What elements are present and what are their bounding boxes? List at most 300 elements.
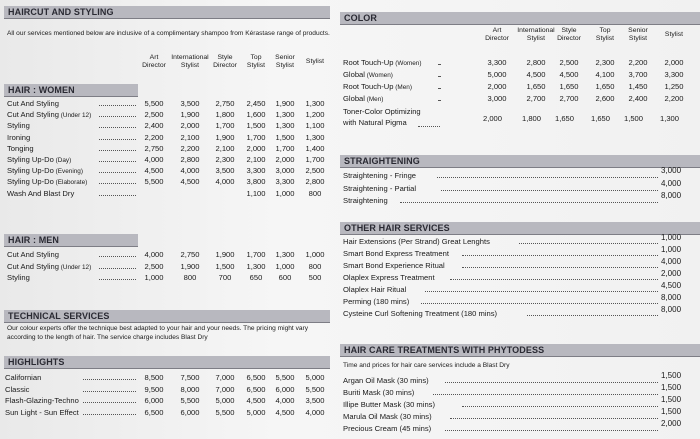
row-value: 3,500 — [180, 99, 200, 108]
leader-dots — [99, 268, 136, 269]
row-value: 1,300 — [305, 132, 325, 142]
table-row — [5, 384, 335, 395]
row-value: 3,800 — [246, 177, 266, 187]
row-value: 2,500 — [305, 166, 325, 176]
row-value: 7,000 — [215, 384, 235, 394]
table-row — [7, 132, 335, 143]
toner-value: 2,000 — [483, 114, 503, 123]
table-row — [5, 407, 335, 418]
row-label-note: (Men) — [364, 96, 384, 103]
row-value: 2,300 — [215, 155, 235, 164]
row-value: 1,650 — [595, 82, 615, 91]
leader-dots — [99, 105, 136, 106]
table-row — [343, 93, 694, 104]
table-row — [343, 170, 698, 181]
row-label — [7, 132, 30, 143]
table-row — [5, 372, 335, 383]
leader-dots — [99, 161, 136, 162]
row-value: 3,700 — [628, 70, 648, 79]
row-value: 4,000 — [661, 257, 682, 266]
row-value: 2,000 — [487, 82, 507, 91]
row-value: 5,500 — [144, 99, 164, 108]
row-label — [5, 407, 79, 418]
row-label — [343, 69, 393, 81]
row-value: 5,000 — [305, 373, 325, 382]
row-label-note: (Elaborate) — [53, 179, 88, 187]
row-value: 2,300 — [595, 58, 615, 67]
row-label — [5, 384, 29, 395]
row-value: 4,500 — [275, 407, 295, 417]
table-row — [7, 120, 335, 131]
row-value: 5,500 — [275, 373, 295, 382]
toner-row — [343, 106, 698, 117]
row-value: 1,100 — [305, 121, 325, 131]
row-value: 700 — [218, 273, 232, 282]
row-value: 2,450 — [246, 99, 266, 108]
row-value: 2,000 — [661, 419, 682, 428]
row-label — [7, 249, 59, 260]
row-value: 5,000 — [487, 70, 507, 79]
row-value: 800 — [308, 261, 322, 271]
row-value: 8,000 — [180, 384, 200, 394]
row-value: 1,700 — [215, 121, 235, 131]
row-label: Buriti Mask (30 mins) — [343, 388, 415, 397]
row-value: 1,650 — [526, 82, 546, 91]
row-value: 1,700 — [305, 155, 325, 164]
column-header-line: Stylist — [595, 35, 615, 42]
column-header-line: Top — [599, 27, 611, 34]
row-value: 3,000 — [275, 166, 295, 176]
row-label-text: Wash And Blast Dry — [7, 188, 75, 198]
table-row — [343, 284, 698, 295]
straightening-header: STRAIGHTENING — [340, 155, 700, 168]
row-value: 2,100 — [215, 143, 235, 153]
row-value: 2,200 — [664, 94, 684, 103]
leader-dots — [83, 379, 136, 380]
row-value: 2,100 — [246, 155, 266, 164]
table-row — [343, 81, 694, 92]
row-value: 1,900 — [215, 132, 235, 142]
other-services-header: OTHER HAIR SERVICES — [340, 222, 700, 235]
row-value: 1,100 — [246, 188, 266, 198]
table-row — [343, 423, 698, 434]
column-header-line: Style — [217, 54, 233, 61]
row-value: 2,700 — [559, 94, 579, 103]
row-value: 1,500 — [661, 395, 682, 404]
column-header — [549, 27, 589, 43]
row-value: 2,100 — [180, 132, 200, 142]
row-label-text: Californian — [5, 373, 42, 382]
row-value: 2,800 — [526, 58, 546, 67]
row-value: 2,500 — [144, 110, 164, 120]
row-label — [7, 165, 83, 177]
row-label — [7, 143, 34, 154]
row-value: 1,300 — [246, 261, 266, 271]
leader-dots — [99, 183, 136, 184]
haircut-styling-header: HAIRCUT AND STYLING — [4, 6, 330, 19]
table-row — [7, 272, 335, 283]
hair-care-header: HAIR CARE TREATMENTS WITH PHYTODESS — [340, 344, 700, 357]
row-value: 1,900 — [275, 99, 295, 108]
leader-dots — [99, 256, 136, 257]
color-header: COLOR — [340, 12, 700, 25]
column-header-line: Director — [485, 35, 509, 42]
row-value: 2,400 — [144, 121, 164, 131]
row-value: 6,000 — [180, 407, 200, 417]
table-row — [5, 395, 335, 406]
column-header-line: Stylist — [180, 62, 200, 69]
row-value: 1,500 — [661, 371, 682, 380]
hair-men-header: HAIR : MEN — [4, 234, 138, 247]
row-value: 1,000 — [275, 188, 295, 198]
row-value: 1,300 — [275, 110, 295, 120]
column-header-line: Stylist — [275, 62, 295, 69]
toner-value: 1,650 — [591, 114, 611, 123]
row-label-text: Cut And Styling — [7, 99, 59, 108]
row-value: 1,250 — [664, 82, 684, 91]
row-value: 5,000 — [246, 407, 266, 417]
row-label: Straightening - Fringe — [343, 171, 417, 180]
row-label-text: Sun Light - Sun Effect — [5, 407, 79, 417]
row-value: 1,900 — [215, 250, 235, 259]
row-value: 6,500 — [246, 384, 266, 394]
leader-dots — [83, 402, 136, 403]
column-header-line: Stylist — [526, 35, 546, 42]
leader-dots — [83, 391, 136, 392]
table-row — [343, 308, 698, 319]
row-value: 800 — [308, 188, 322, 198]
row-value: 4,500 — [180, 177, 200, 187]
column-header-line: Stylist — [246, 62, 266, 69]
table-row — [343, 375, 698, 386]
leader-dots — [519, 243, 658, 244]
row-value: 3,300 — [246, 166, 266, 176]
row-label-text: Root Touch-Up — [343, 58, 394, 67]
row-label-text: Cut And Styling — [7, 110, 59, 120]
column-header-line: International — [517, 27, 555, 34]
row-label — [7, 98, 59, 109]
row-label-text: Classic — [5, 384, 30, 394]
row-label-text: Styling Up-Do — [7, 155, 54, 164]
table-row — [343, 411, 698, 422]
row-value: 1,650 — [559, 82, 579, 91]
row-label: Marula Oil Mask (30 mins) — [343, 412, 432, 421]
row-label: Smart Bond Express Treatment — [343, 249, 449, 258]
leader-dots — [438, 76, 440, 77]
row-value: 6,500 — [246, 373, 266, 382]
table-row — [343, 195, 698, 206]
haircut-note: All our services mentioned below are inclusive of a complimentary shampoo from Kérastase range of products. — [7, 30, 330, 37]
column-header-line: International — [171, 54, 209, 61]
row-label: Illipe Butter Mask (30 mins) — [343, 400, 435, 409]
column-header — [170, 54, 210, 70]
row-value: 6,000 — [144, 396, 164, 406]
row-value: 1,300 — [305, 99, 325, 108]
row-value: 1,000 — [275, 261, 295, 271]
column-header — [295, 58, 335, 66]
row-value: 1,500 — [661, 407, 682, 416]
row-value: 2,750 — [180, 250, 200, 259]
technical-services-header: TECHNICAL SERVICES — [4, 310, 330, 323]
leader-dots — [418, 126, 440, 127]
row-value: 2,500 — [559, 58, 579, 67]
table-row — [343, 399, 698, 410]
leader-dots — [438, 88, 440, 89]
leader-dots — [99, 116, 136, 117]
row-value: 4,500 — [559, 70, 579, 79]
row-value: 1,500 — [246, 121, 266, 131]
row-value: 1,000 — [305, 250, 325, 259]
hair-care-note: Time and prices for hair care services include a Blast Dry — [343, 362, 510, 369]
row-label — [7, 154, 71, 166]
leader-dots — [450, 418, 659, 419]
row-label-text: Root Touch-Up — [343, 82, 394, 91]
row-label — [7, 120, 30, 131]
leader-dots — [445, 382, 658, 383]
column-header-line: Stylist — [664, 31, 684, 38]
row-value: 1,000 — [661, 233, 682, 242]
row-value: 1,300 — [275, 250, 295, 259]
row-value: 5,000 — [215, 396, 235, 406]
row-value: 5,500 — [215, 407, 235, 417]
column-header-line: Art — [492, 27, 502, 34]
row-value: 5,500 — [305, 384, 325, 394]
column-header-line: Top — [250, 54, 262, 61]
row-value: 2,800 — [305, 177, 325, 187]
row-value: 4,500 — [246, 396, 266, 406]
row-value: 1,700 — [246, 132, 266, 142]
row-label — [7, 272, 30, 283]
row-label-text: Styling — [7, 273, 30, 282]
row-label-note: (Under 12) — [58, 263, 92, 271]
row-value: 1,900 — [180, 110, 200, 120]
row-value: 2,750 — [215, 99, 235, 108]
row-value: 2,500 — [144, 261, 164, 271]
table-row — [7, 154, 335, 165]
row-label: Precious Cream (45 mins) — [343, 424, 432, 433]
row-value: 4,000 — [180, 166, 200, 176]
column-header-line: Director — [142, 62, 166, 69]
row-label-note: (Under 12) — [58, 112, 92, 120]
leader-dots — [99, 139, 136, 140]
row-value: 3,500 — [215, 166, 235, 176]
row-value: 5,500 — [180, 396, 200, 406]
row-value: 2,200 — [180, 143, 200, 153]
row-label — [7, 176, 87, 188]
row-label — [343, 81, 412, 93]
row-value: 1,000 — [144, 273, 164, 282]
leader-dots — [438, 100, 440, 101]
row-value: 2,600 — [595, 94, 615, 103]
leader-dots — [425, 291, 658, 292]
table-row — [7, 165, 335, 176]
row-value: 1,600 — [246, 110, 266, 120]
row-label-note: (Men) — [393, 84, 412, 91]
row-value: 1,800 — [215, 110, 235, 120]
toner-value: 1,500 — [624, 114, 644, 123]
column-header-line: Director — [213, 62, 237, 69]
row-value: 2,800 — [180, 155, 200, 164]
row-value: 8,000 — [661, 293, 682, 302]
row-value: 4,000 — [144, 155, 164, 164]
row-value: 4,000 — [144, 250, 164, 259]
leader-dots — [450, 279, 659, 280]
row-value: 9,500 — [144, 384, 164, 394]
row-value: 650 — [249, 273, 263, 282]
row-value: 4,000 — [305, 407, 325, 417]
column-header-line: Director — [557, 35, 581, 42]
row-label — [7, 261, 91, 273]
toner-value: 1,300 — [660, 114, 680, 123]
row-value: 8,000 — [661, 305, 682, 314]
row-value: 2,000 — [180, 121, 200, 131]
row-value: 1,300 — [275, 121, 295, 131]
leader-dots — [99, 150, 136, 151]
row-label-text: Flash-Glazing-Techno — [5, 396, 79, 406]
row-value: 7,500 — [180, 373, 200, 382]
row-value: 2,750 — [144, 143, 164, 153]
leader-dots — [437, 177, 658, 178]
row-value: 1,500 — [661, 383, 682, 392]
table-row — [7, 98, 335, 109]
row-label: Olaplex Express Treatment — [343, 273, 435, 282]
row-value: 3,500 — [305, 396, 325, 406]
row-value: 3,000 — [487, 94, 507, 103]
row-value: 1,900 — [180, 261, 200, 271]
column-header-line: Stylist — [628, 35, 648, 42]
table-row — [7, 261, 335, 272]
row-value: 8,500 — [144, 373, 164, 382]
row-label-text: Cut And Styling — [7, 250, 59, 259]
table-row — [343, 69, 694, 80]
row-value: 1,500 — [275, 132, 295, 142]
row-value: 800 — [183, 273, 197, 282]
row-label-note: (Women) — [364, 72, 393, 79]
row-label-text: Global — [343, 70, 365, 79]
column-header — [618, 27, 658, 43]
row-label-text: Global — [343, 94, 365, 103]
row-label: Argan Oil Mask (30 mins) — [343, 376, 429, 385]
row-value: 600 — [278, 273, 292, 282]
row-value: 2,000 — [661, 269, 682, 278]
row-label: Straightening — [343, 196, 388, 205]
row-value: 2,000 — [275, 155, 295, 164]
highlights-header: HIGHLIGHTS — [4, 356, 330, 369]
row-value: 2,000 — [664, 58, 684, 67]
leader-dots — [445, 430, 658, 431]
row-value: 6,000 — [275, 384, 295, 394]
row-value: 3,300 — [275, 177, 295, 187]
technical-note: Our colour experts offer the technique best adapted to your hair and your needs. The pricing might vary according to the length of hair. The service charge includes Blast Dry — [7, 325, 309, 341]
row-value: 1,000 — [661, 245, 682, 254]
leader-dots — [433, 394, 658, 395]
table-row — [7, 143, 335, 154]
row-value: 3,000 — [661, 166, 682, 175]
row-value: 1,700 — [275, 143, 295, 153]
row-label: Olaplex Hair Ritual — [343, 285, 407, 294]
row-label — [343, 57, 421, 69]
table-row — [343, 387, 698, 398]
row-label: Hair Extensions (Per Strand) Great Lenghts — [343, 237, 490, 246]
leader-dots — [99, 172, 136, 173]
row-label — [5, 372, 41, 383]
toner-label-1: Toner-Color Optimizing — [343, 107, 421, 116]
column-header-line: Senior — [628, 27, 648, 34]
row-label-text: Cut And Styling — [7, 261, 59, 271]
column-header — [654, 31, 694, 39]
row-label-text: Ironing — [7, 132, 31, 142]
table-row — [343, 296, 698, 307]
table-row — [7, 188, 335, 199]
row-value: 4,500 — [661, 281, 682, 290]
row-value: 4,000 — [661, 178, 682, 188]
row-label — [343, 93, 383, 105]
table-row — [343, 272, 698, 283]
leader-dots — [99, 195, 136, 196]
row-label-note: (Day) — [53, 157, 72, 164]
toner-value: 1,800 — [522, 114, 542, 123]
leader-dots — [421, 303, 658, 304]
leader-dots — [400, 202, 658, 203]
column-header-line: Stylist — [305, 58, 325, 65]
table-row — [343, 236, 698, 247]
leader-dots — [438, 64, 440, 65]
leader-dots — [99, 127, 136, 128]
row-label-text: Styling — [7, 121, 30, 131]
toner-value: 1,650 — [555, 114, 575, 123]
column-header-line: Art — [149, 54, 159, 61]
column-header — [134, 54, 174, 70]
table-row — [7, 109, 335, 120]
row-label — [7, 109, 91, 121]
table-row — [7, 176, 335, 187]
row-value: 4,100 — [595, 70, 615, 79]
row-value: 500 — [308, 273, 322, 282]
row-label — [7, 188, 74, 199]
row-value: 2,400 — [628, 94, 648, 103]
leader-dots — [462, 406, 658, 407]
row-value: 1,200 — [305, 110, 325, 120]
row-value: 1,450 — [628, 82, 648, 91]
row-value: 5,500 — [144, 177, 164, 187]
row-value: 4,000 — [275, 396, 295, 406]
row-label: Smart Bond Experience Ritual — [343, 261, 445, 270]
leader-dots — [462, 255, 658, 256]
row-value: 1,700 — [246, 250, 266, 259]
toner-label-2: with Natural Pigma — [343, 118, 407, 127]
row-value: 2,200 — [628, 58, 648, 67]
table-row — [343, 57, 694, 68]
column-header-line: Style — [561, 27, 577, 34]
row-label-note: (Women) — [393, 60, 422, 67]
row-label: Straightening - Partial — [343, 183, 417, 193]
row-value: 2,700 — [526, 94, 546, 103]
row-value: 2,000 — [246, 143, 266, 153]
row-value: 4,500 — [526, 70, 546, 79]
row-value: 4,500 — [144, 166, 164, 176]
table-row — [7, 249, 335, 260]
row-value: 1,400 — [305, 143, 325, 153]
toner-row-2 — [343, 117, 698, 128]
row-value: 1,500 — [215, 261, 235, 271]
row-label-text: Tonging — [7, 143, 34, 153]
row-label: Perming (180 mins) — [343, 297, 410, 306]
row-value: 8,000 — [661, 191, 682, 200]
column-header-line: Senior — [275, 54, 295, 61]
row-label-note: (Evening) — [53, 168, 83, 176]
row-value: 7,000 — [215, 373, 235, 382]
leader-dots — [462, 267, 658, 268]
